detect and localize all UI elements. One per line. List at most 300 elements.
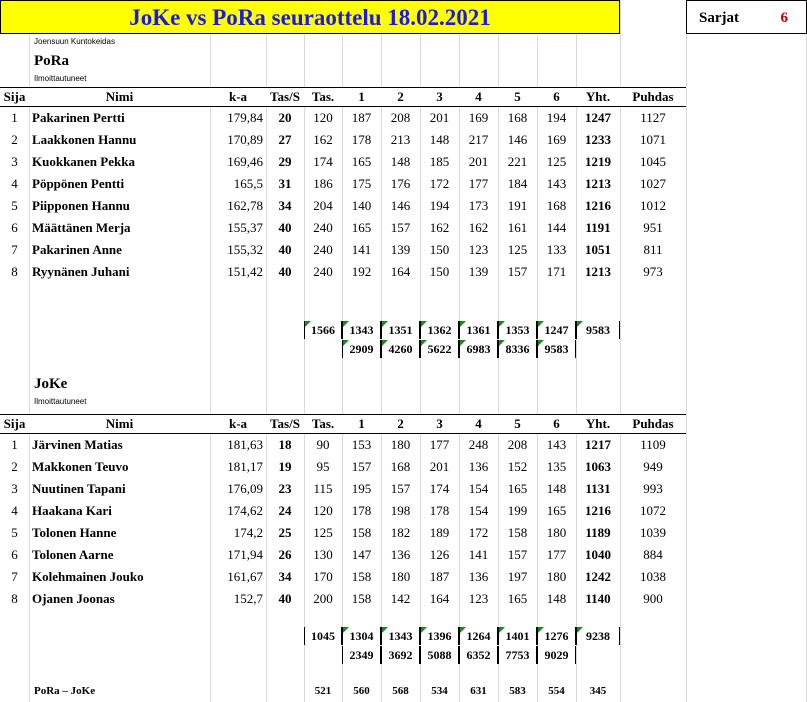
table-cell[interactable]: 201: [468, 154, 489, 169]
column-header[interactable]: Tas.: [304, 88, 342, 107]
comment-indicator-icon: [421, 321, 427, 327]
table-row[interactable]: [0, 588, 686, 610]
player-name-cell[interactable]: Pakarinen Pertti: [32, 110, 125, 125]
comment-indicator-icon: [421, 340, 427, 346]
table-cell[interactable]: 180: [546, 525, 567, 540]
player-name-cell[interactable]: Tolonen Hanne: [32, 525, 117, 540]
table-cell[interactable]: 18: [278, 437, 292, 452]
difference-cell[interactable]: 583: [509, 685, 526, 697]
column-header[interactable]: Puhdas: [620, 415, 686, 434]
table-cell[interactable]: 143: [546, 437, 567, 452]
column-header[interactable]: 1: [342, 415, 381, 434]
table-cell[interactable]: 884: [643, 547, 663, 562]
table-cell[interactable]: 174: [429, 481, 450, 496]
player-name-cell[interactable]: Kuokkanen Pekka: [32, 154, 135, 169]
table-cell[interactable]: 169: [546, 132, 567, 147]
table-cell[interactable]: 192: [351, 264, 372, 279]
table-cell[interactable]: 115: [313, 481, 333, 496]
table-cell[interactable]: 19: [278, 459, 292, 474]
total-cell[interactable]: 1304: [342, 627, 381, 645]
cumulative-cell[interactable]: 5088: [420, 646, 459, 664]
table-cell[interactable]: 164: [390, 264, 411, 279]
table-cell[interactable]: 240: [313, 220, 333, 235]
table-cell[interactable]: 8: [11, 591, 18, 606]
table-row[interactable]: [0, 195, 686, 217]
table-cell[interactable]: 31: [278, 176, 292, 191]
table-cell[interactable]: 7: [11, 242, 18, 257]
team-name-joke: JoKe: [34, 376, 68, 392]
table-cell[interactable]: 123: [468, 242, 489, 257]
table-cell[interactable]: 949: [643, 459, 663, 474]
team-name-pora: PoRa: [34, 53, 69, 69]
table-cell[interactable]: 195: [351, 481, 372, 496]
table-cell[interactable]: 24: [278, 503, 292, 518]
table-cell[interactable]: 146: [507, 132, 528, 147]
cumulative-cell[interactable]: 4260: [381, 340, 420, 358]
table-cell[interactable]: 186: [313, 176, 333, 191]
table-cell[interactable]: 1216: [585, 198, 611, 213]
column-header[interactable]: Nimi: [29, 88, 210, 107]
table-cell[interactable]: 157: [351, 459, 372, 474]
player-name-cell[interactable]: Laakkonen Hannu: [32, 132, 137, 147]
difference-cell[interactable]: 534: [431, 685, 448, 697]
table-row[interactable]: [0, 566, 686, 588]
table-cell[interactable]: 1217: [585, 437, 611, 452]
table-cell[interactable]: 20: [278, 110, 292, 125]
table-cell[interactable]: 1045: [640, 154, 666, 169]
cumulative-cell[interactable]: 3692: [381, 646, 420, 664]
table-cell[interactable]: 148: [429, 132, 450, 147]
table-cell[interactable]: 164: [429, 591, 450, 606]
table-cell[interactable]: 162: [468, 220, 489, 235]
results-table-pora[interactable]: [0, 87, 686, 283]
table-cell[interactable]: 158: [351, 525, 372, 540]
table-cell[interactable]: 191: [507, 198, 528, 213]
total-cell[interactable]: 9583: [576, 321, 620, 339]
table-cell[interactable]: 199: [507, 503, 528, 518]
column-header[interactable]: 6: [537, 415, 576, 434]
table-cell[interactable]: 1038: [640, 569, 666, 584]
column-header[interactable]: 2: [381, 415, 420, 434]
total-cell[interactable]: 1566: [304, 321, 342, 339]
table-cell[interactable]: 4: [11, 503, 18, 518]
table-cell[interactable]: 169,46: [227, 154, 263, 169]
table-cell[interactable]: 213: [390, 132, 411, 147]
table-row[interactable]: [0, 522, 686, 544]
table-cell[interactable]: 181,63: [227, 437, 263, 452]
column-header[interactable]: 3: [420, 88, 459, 107]
table-row[interactable]: [0, 261, 686, 283]
table-cell[interactable]: 158: [507, 525, 528, 540]
table-cell[interactable]: 162: [313, 132, 333, 147]
table-cell[interactable]: 157: [507, 547, 528, 562]
table-cell[interactable]: 34: [278, 569, 292, 584]
table-cell[interactable]: 208: [507, 437, 528, 452]
table-row[interactable]: [0, 173, 686, 195]
player-name-cell[interactable]: Haakana Kari: [32, 503, 112, 518]
table-cell[interactable]: 1233: [585, 132, 611, 147]
table-cell[interactable]: 161: [507, 220, 528, 235]
column-header[interactable]: 3: [420, 415, 459, 434]
table-cell[interactable]: 1213: [585, 264, 611, 279]
player-name-cell[interactable]: Ryynänen Juhani: [32, 264, 130, 279]
table-cell[interactable]: 133: [546, 242, 567, 257]
table-cell[interactable]: 40: [278, 591, 292, 606]
table-cell[interactable]: 177: [468, 176, 489, 191]
cumulative-cell[interactable]: 8336: [498, 340, 537, 358]
table-cell[interactable]: 157: [507, 264, 528, 279]
table-cell[interactable]: 40: [278, 242, 292, 257]
table-cell[interactable]: 900: [643, 591, 663, 606]
title-banner[interactable]: [0, 0, 620, 34]
table-cell[interactable]: 172: [429, 176, 450, 191]
total-cell[interactable]: 1401: [498, 627, 537, 645]
table-cell[interactable]: 240: [313, 242, 333, 257]
table-cell[interactable]: 197: [507, 569, 528, 584]
table-cell[interactable]: 140: [351, 198, 372, 213]
column-header[interactable]: Sija: [0, 415, 29, 434]
table-cell[interactable]: 150: [429, 264, 450, 279]
table-cell[interactable]: 1191: [585, 220, 611, 235]
table-row[interactable]: [0, 239, 686, 261]
table-cell[interactable]: 5: [11, 525, 18, 540]
table-cell[interactable]: 26: [278, 547, 292, 562]
comment-indicator-icon: [382, 340, 388, 346]
cumulative-cell[interactable]: 6983: [459, 340, 498, 358]
player-name-cell[interactable]: Tolonen Aarne: [32, 547, 114, 562]
column-header[interactable]: Sija: [0, 88, 29, 107]
table-cell[interactable]: 177: [546, 547, 567, 562]
table-cell[interactable]: 34: [278, 198, 292, 213]
table-cell[interactable]: 811: [643, 242, 663, 257]
table-cell[interactable]: 4: [11, 176, 18, 191]
table-row[interactable]: [0, 129, 686, 151]
table-cell[interactable]: 90: [316, 437, 330, 452]
table-cell[interactable]: 165: [507, 591, 528, 606]
total-cell[interactable]: 1343: [381, 627, 420, 645]
table-cell[interactable]: 993: [643, 481, 663, 496]
table-cell[interactable]: 201: [429, 459, 450, 474]
total-cell[interactable]: 1045: [304, 627, 342, 645]
table-cell[interactable]: 168: [390, 459, 411, 474]
table-cell[interactable]: 40: [278, 220, 292, 235]
table-cell[interactable]: 3: [11, 154, 18, 169]
table-cell[interactable]: 155,37: [227, 220, 263, 235]
table-cell[interactable]: 1: [11, 437, 18, 452]
table-cell[interactable]: 172: [468, 525, 489, 540]
table-cell[interactable]: 152: [507, 459, 528, 474]
table-cell[interactable]: 141: [351, 242, 372, 257]
column-header[interactable]: 5: [498, 88, 537, 107]
table-cell[interactable]: 125: [546, 154, 567, 169]
total-cell[interactable]: 1343: [342, 321, 381, 339]
cumulative-cell[interactable]: 9029: [537, 646, 576, 664]
table-cell[interactable]: 125: [313, 525, 333, 540]
table-cell[interactable]: 125: [507, 242, 528, 257]
table-cell[interactable]: 180: [390, 437, 411, 452]
cumulative-cell[interactable]: 9583: [537, 340, 576, 358]
table-cell[interactable]: 1140: [585, 591, 611, 606]
player-name-cell[interactable]: Pöppönen Pentti: [32, 176, 125, 191]
table-cell[interactable]: 1072: [640, 503, 666, 518]
column-header[interactable]: 2: [381, 88, 420, 107]
table-cell[interactable]: 136: [468, 569, 489, 584]
table-cell[interactable]: 171,94: [227, 547, 263, 562]
table-cell[interactable]: 1051: [585, 242, 611, 257]
table-cell[interactable]: 5: [11, 198, 18, 213]
difference-cell[interactable]: 560: [353, 685, 370, 697]
table-cell[interactable]: 184: [507, 176, 528, 191]
total-cell[interactable]: 1361: [459, 321, 498, 339]
table-cell[interactable]: 169: [468, 110, 489, 125]
table-cell[interactable]: 180: [546, 569, 567, 584]
player-name-cell[interactable]: Nuutinen Tapani: [32, 481, 126, 496]
total-cell[interactable]: 1396: [420, 627, 459, 645]
table-cell[interactable]: 151,42: [227, 264, 263, 279]
table-cell[interactable]: 1216: [585, 503, 611, 518]
table-cell[interactable]: 7: [11, 569, 18, 584]
table-cell[interactable]: 155,32: [227, 242, 263, 257]
table-cell[interactable]: 165,5: [233, 176, 263, 191]
table-cell[interactable]: 2: [11, 132, 18, 147]
table-cell[interactable]: 204: [313, 198, 333, 213]
table-cell[interactable]: 1131: [585, 481, 611, 496]
column-header[interactable]: k-a: [210, 88, 266, 107]
player-name-cell[interactable]: Määttänen Merja: [32, 220, 131, 235]
table-header-row: [0, 88, 686, 107]
table-cell[interactable]: 1127: [640, 110, 666, 125]
table-cell[interactable]: 3: [11, 481, 18, 496]
column-header[interactable]: Tas.: [304, 415, 342, 434]
table-cell[interactable]: 150: [429, 242, 450, 257]
table-cell[interactable]: 1242: [585, 569, 611, 584]
table-row[interactable]: [0, 456, 686, 478]
table-cell[interactable]: 162,78: [227, 198, 263, 213]
table-cell[interactable]: 141: [468, 547, 489, 562]
table-cell[interactable]: 143: [546, 176, 567, 191]
difference-cell[interactable]: 631: [470, 685, 487, 697]
table-cell[interactable]: 126: [429, 547, 450, 562]
table-row[interactable]: [0, 478, 686, 500]
table-cell[interactable]: 95: [316, 459, 330, 474]
table-row[interactable]: [0, 151, 686, 173]
table-cell[interactable]: 1027: [640, 176, 666, 191]
table-cell[interactable]: 157: [390, 481, 411, 496]
cumulative-cell[interactable]: 5622: [420, 340, 459, 358]
table-cell[interactable]: 178: [351, 503, 372, 518]
table-cell[interactable]: 168: [546, 198, 567, 213]
table-cell[interactable]: 179,84: [227, 110, 263, 125]
table-cell[interactable]: 158: [351, 569, 372, 584]
total-cell[interactable]: 1247: [537, 321, 576, 339]
table-cell[interactable]: 27: [278, 132, 292, 147]
column-header[interactable]: Nimi: [29, 415, 210, 434]
difference-cell[interactable]: 554: [548, 685, 565, 697]
table-cell[interactable]: 154: [468, 481, 489, 496]
table-cell[interactable]: 148: [390, 154, 411, 169]
table-cell[interactable]: 142: [390, 591, 411, 606]
table-row[interactable]: [0, 107, 686, 130]
column-header[interactable]: Tas/S: [266, 415, 304, 434]
table-cell[interactable]: 165: [507, 481, 528, 496]
table-cell[interactable]: 162: [429, 220, 450, 235]
table-cell[interactable]: 158: [351, 591, 372, 606]
table-cell[interactable]: 40: [278, 264, 292, 279]
column-header[interactable]: 4: [459, 88, 498, 107]
table-cell[interactable]: 174,2: [233, 525, 263, 540]
table-cell[interactable]: 1040: [585, 547, 611, 562]
table-cell[interactable]: 6: [11, 220, 18, 235]
table-cell[interactable]: 951: [643, 220, 663, 235]
table-cell[interactable]: 194: [429, 198, 450, 213]
table-cell[interactable]: 973: [643, 264, 663, 279]
table-cell[interactable]: 185: [429, 154, 450, 169]
total-cell[interactable]: 9238: [576, 627, 620, 645]
table-cell[interactable]: 139: [390, 242, 411, 257]
table-cell[interactable]: 171: [546, 264, 567, 279]
total-cell[interactable]: 1264: [459, 627, 498, 645]
table-cell[interactable]: 200: [313, 591, 333, 606]
table-cell[interactable]: 148: [546, 591, 567, 606]
table-cell[interactable]: 136: [390, 547, 411, 562]
player-name-cell[interactable]: Ojanen Joonas: [32, 591, 115, 606]
comment-indicator-icon: [460, 627, 466, 633]
table-cell[interactable]: 139: [468, 264, 489, 279]
difference-cell[interactable]: 345: [589, 685, 607, 697]
difference-cell[interactable]: 521: [314, 685, 332, 697]
table-cell[interactable]: 23: [278, 481, 292, 496]
table-cell[interactable]: 182: [390, 525, 411, 540]
column-header[interactable]: 4: [459, 415, 498, 434]
table-cell[interactable]: 194: [546, 110, 567, 125]
table-row[interactable]: [0, 544, 686, 566]
player-name-cell[interactable]: Pakarinen Anne: [32, 242, 122, 257]
table-cell[interactable]: 1219: [585, 154, 611, 169]
cumulative-cell[interactable]: 6352: [459, 646, 498, 664]
table-cell[interactable]: 165: [351, 220, 372, 235]
table-cell[interactable]: 170,89: [227, 132, 263, 147]
table-cell[interactable]: 1247: [585, 110, 611, 125]
table-cell[interactable]: 168: [507, 110, 528, 125]
total-cell[interactable]: 1351: [381, 321, 420, 339]
table-cell[interactable]: 6: [11, 547, 18, 562]
table-cell[interactable]: 248: [468, 437, 489, 452]
title-text: JoKe vs PoRa seuraottelu 18.02.2021: [129, 5, 491, 30]
table-cell[interactable]: 147: [351, 547, 372, 562]
table-cell[interactable]: 123: [468, 591, 489, 606]
table-cell[interactable]: 1: [11, 110, 18, 125]
table-cell[interactable]: 176: [390, 176, 411, 191]
comment-indicator-icon: [499, 340, 505, 346]
table-cell[interactable]: 8: [11, 264, 18, 279]
table-cell[interactable]: 1213: [585, 176, 611, 191]
sarjat-cell[interactable]: [686, 0, 807, 34]
table-cell[interactable]: 144: [546, 220, 567, 235]
table-cell[interactable]: 187: [429, 569, 450, 584]
player-name-cell[interactable]: Kolehmainen Jouko: [32, 569, 144, 584]
table-row[interactable]: [0, 434, 686, 457]
table-cell[interactable]: 178: [429, 503, 450, 518]
table-cell[interactable]: 161,67: [227, 569, 263, 584]
table-cell[interactable]: 1071: [640, 132, 666, 147]
total-cell[interactable]: 1353: [498, 321, 537, 339]
table-cell[interactable]: 170: [313, 569, 333, 584]
player-name-cell[interactable]: Järvinen Matias: [32, 437, 123, 452]
table-cell[interactable]: 176,09: [227, 481, 263, 496]
player-name-cell[interactable]: Makkonen Teuvo: [32, 459, 129, 474]
table-cell[interactable]: 1039: [640, 525, 666, 540]
table-cell[interactable]: 181,17: [227, 459, 263, 474]
table-cell[interactable]: 221: [507, 154, 528, 169]
cumulative-cell[interactable]: 2909: [342, 340, 381, 358]
table-cell[interactable]: 153: [351, 437, 372, 452]
table-cell[interactable]: 1063: [585, 459, 611, 474]
table-cell[interactable]: 1109: [640, 437, 666, 452]
column-header[interactable]: Yht.: [576, 88, 620, 107]
difference-cell[interactable]: 568: [392, 685, 409, 697]
table-cell[interactable]: 25: [278, 525, 292, 540]
cumulative-cell[interactable]: 7753: [498, 646, 537, 664]
player-name-cell[interactable]: Piipponen Hannu: [32, 198, 130, 213]
table-row[interactable]: [0, 500, 686, 522]
table-cell[interactable]: 148: [546, 481, 567, 496]
column-header[interactable]: Puhdas: [620, 88, 686, 107]
column-header[interactable]: 6: [537, 88, 576, 107]
table-cell[interactable]: 174,62: [227, 503, 263, 518]
table-cell[interactable]: 2: [11, 459, 18, 474]
table-cell[interactable]: 187: [351, 110, 372, 125]
table-cell[interactable]: 135: [546, 459, 567, 474]
table-cell[interactable]: 201: [429, 110, 450, 125]
table-cell[interactable]: 29: [278, 154, 292, 169]
table-cell[interactable]: 189: [429, 525, 450, 540]
table-cell[interactable]: 120: [313, 503, 333, 518]
results-table-joke[interactable]: [0, 414, 686, 610]
table-cell[interactable]: 178: [351, 132, 372, 147]
table-cell[interactable]: 136: [468, 459, 489, 474]
table-cell[interactable]: 177: [429, 437, 450, 452]
table-cell[interactable]: 146: [390, 198, 411, 213]
table-row[interactable]: [0, 217, 686, 239]
table-cell[interactable]: 152,7: [233, 591, 263, 606]
table-cell[interactable]: 154: [468, 503, 489, 518]
comment-indicator-icon: [577, 627, 583, 633]
table-cell[interactable]: 165: [546, 503, 567, 518]
table-cell[interactable]: 1189: [585, 525, 611, 540]
table-cell[interactable]: 217: [468, 132, 489, 147]
table-cell[interactable]: 165: [351, 154, 372, 169]
table-cell[interactable]: 130: [313, 547, 333, 562]
table-cell[interactable]: 1012: [640, 198, 666, 213]
table-cell[interactable]: 173: [468, 198, 489, 213]
table-cell[interactable]: 120: [313, 110, 333, 125]
column-header[interactable]: 1: [342, 88, 381, 107]
table-cell[interactable]: 240: [313, 264, 333, 279]
table-cell[interactable]: 208: [390, 110, 411, 125]
column-header[interactable]: 5: [498, 415, 537, 434]
total-cell[interactable]: 1276: [537, 627, 576, 645]
table-cell[interactable]: 157: [390, 220, 411, 235]
table-cell[interactable]: 180: [390, 569, 411, 584]
column-header[interactable]: Yht.: [576, 415, 620, 434]
column-header[interactable]: k-a: [210, 415, 266, 434]
table-cell[interactable]: 174: [313, 154, 333, 169]
column-header[interactable]: Tas/S: [266, 88, 304, 107]
cumulative-cell[interactable]: 2349: [342, 646, 381, 664]
table-cell[interactable]: 175: [351, 176, 372, 191]
table-cell[interactable]: 198: [390, 503, 411, 518]
total-cell[interactable]: 1362: [420, 321, 459, 339]
